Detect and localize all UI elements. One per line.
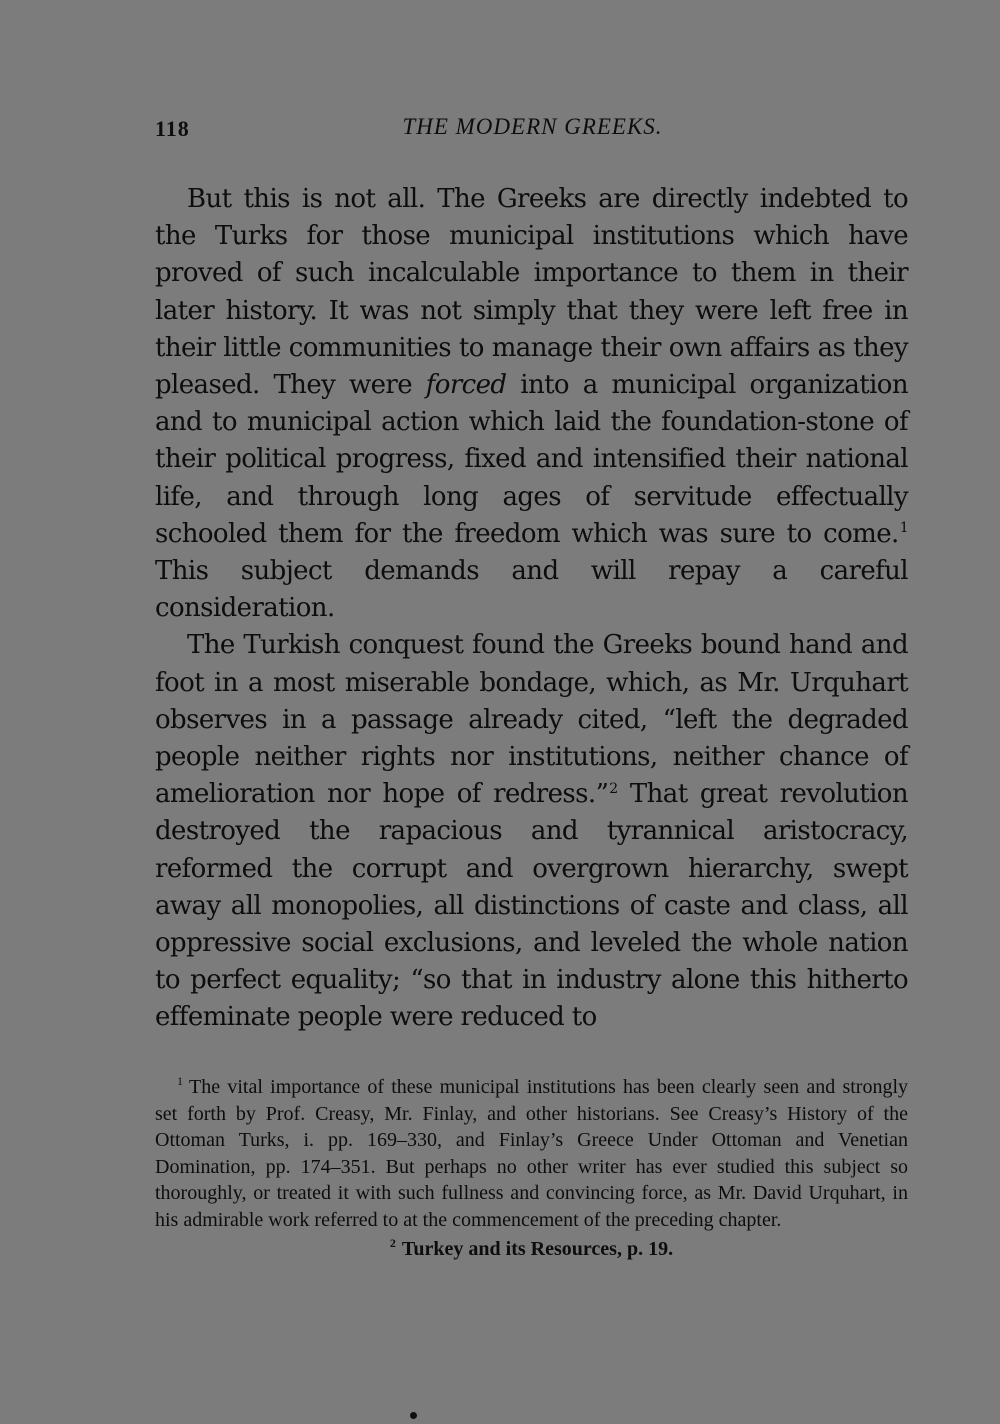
running-head [155,114,910,146]
body-text [155,181,908,1037]
footnote-2 [155,1236,908,1263]
page-number: 118 [155,116,190,141]
running-title: THE MODERN GREEKS. [402,114,663,139]
footnote-ref-1: 1 [899,520,908,537]
paragraph-2-text-b: That great revolution destroyed the rapacious and tyrannical aristocracy, reformed the corrupt and overgrown hierarchy, swept away all monopolies, all distinctions of caste and class, all oppressive social exclusions, and leveled the whole nation to perfect equality; “so that in industry alone this hitherto effeminate people were reduced to [155,779,908,1033]
footnote-2-marker: 2 [389,1235,396,1250]
printer-mark [410,1412,417,1419]
paragraph-1 [155,181,908,627]
footnote-2-text: Turkey and its Resources, p. 19. [401,1237,674,1260]
paragraph-2-text-a: The Turkish conquest found the Greeks bound hand and foot in a most miserable bondage, which, as Mr. Urquhart observes in a passage already cited, “left the degraded people neither rights nor institutions, neither chance of amelioration nor hope of redress.” [155,630,908,810]
footnote-1-marker: 1 [177,1074,183,1089]
italic-forced: forced [425,370,507,401]
footnote-1-text: The vital importance of these municipal institutions has been clearly seen and strongly set forth by Prof. Creasy, Mr. Finlay, and other historians. See Creasy’s History of the Ottoman Turks, i. pp. 169–330, and Finlay’s Greece Under Ottoman and Venetian Domination, pp. 174–351. But perhaps no other writer has ever studied this subject so thoroughly, or treated it with such fullness and convincing force, as Mr. David Urquhart, in his admirable work referred to at the commencement of the preceding chapter. [155,1076,908,1231]
paragraph-2 [155,627,908,1036]
footnote-1 [155,1074,908,1234]
paragraph-1-text-c: This subject demands and will repay a careful consideration. [155,556,908,624]
footnote-ref-2: 2 [609,780,618,797]
footnotes [155,1074,908,1262]
paragraph-1-text-b: into a municipal organization and to municipal action which laid the foundation-stone of their political progress, fixed and intensified their national life, and through long ages of servitude effectually schooled them for the freedom which was sure to come. [155,370,908,549]
paragraph-1-text-a: But this is not all. The Greeks are directly indebted to the Turks for those municipal institutions which have proved of such incalculable importance to them in their later history. It was not simply that they were left free in their little communities to manage their own affairs as they pleased. They were [155,184,908,401]
